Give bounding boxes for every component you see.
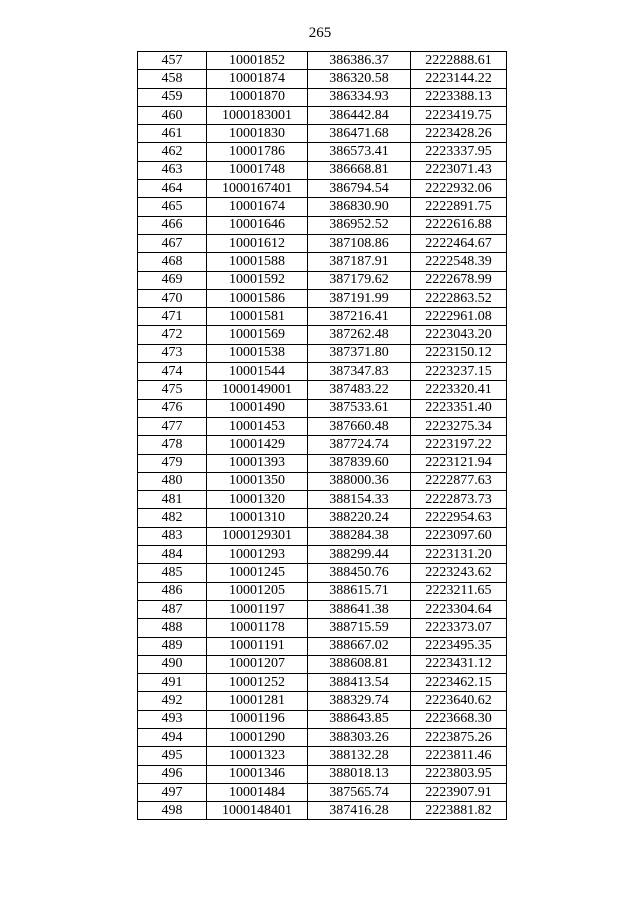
point-number-cell: 488 bbox=[138, 619, 207, 637]
point-id-cell: 10001205 bbox=[207, 582, 308, 600]
point-id-cell: 10001830 bbox=[207, 125, 308, 143]
point-id-cell: 10001252 bbox=[207, 674, 308, 692]
point-number-cell: 478 bbox=[138, 436, 207, 454]
point-number-cell: 493 bbox=[138, 710, 207, 728]
y-coordinate-cell: 2223640.62 bbox=[411, 692, 507, 710]
point-number-cell: 496 bbox=[138, 765, 207, 783]
x-coordinate-cell: 386830.90 bbox=[308, 198, 411, 216]
table-row bbox=[138, 52, 507, 70]
point-number-cell: 477 bbox=[138, 417, 207, 435]
x-coordinate-cell: 387216.41 bbox=[308, 308, 411, 326]
table-row bbox=[138, 527, 507, 545]
x-coordinate-cell: 388000.36 bbox=[308, 472, 411, 490]
point-id-cell: 10001346 bbox=[207, 765, 308, 783]
table-row bbox=[138, 234, 507, 252]
y-coordinate-cell: 2223462.15 bbox=[411, 674, 507, 692]
x-coordinate-cell: 388667.02 bbox=[308, 637, 411, 655]
point-id-cell: 10001490 bbox=[207, 399, 308, 417]
y-coordinate-cell: 2222678.99 bbox=[411, 271, 507, 289]
point-id-cell: 10001393 bbox=[207, 454, 308, 472]
x-coordinate-cell: 387187.91 bbox=[308, 253, 411, 271]
point-id-cell: 10001612 bbox=[207, 234, 308, 252]
y-coordinate-cell: 2223304.64 bbox=[411, 600, 507, 618]
point-id-cell: 10001196 bbox=[207, 710, 308, 728]
point-id-cell: 10001588 bbox=[207, 253, 308, 271]
point-id-cell: 10001592 bbox=[207, 271, 308, 289]
x-coordinate-cell: 387262.48 bbox=[308, 326, 411, 344]
point-id-cell: 10001586 bbox=[207, 289, 308, 307]
point-id-cell: 10001569 bbox=[207, 326, 308, 344]
table-row bbox=[138, 253, 507, 271]
y-coordinate-cell: 2223131.20 bbox=[411, 546, 507, 564]
x-coordinate-cell: 388413.54 bbox=[308, 674, 411, 692]
x-coordinate-cell: 387565.74 bbox=[308, 783, 411, 801]
point-number-cell: 495 bbox=[138, 747, 207, 765]
y-coordinate-cell: 2223097.60 bbox=[411, 527, 507, 545]
table-row bbox=[138, 674, 507, 692]
point-number-cell: 485 bbox=[138, 564, 207, 582]
table-row bbox=[138, 692, 507, 710]
x-coordinate-cell: 386794.54 bbox=[308, 180, 411, 198]
x-coordinate-cell: 387483.22 bbox=[308, 381, 411, 399]
point-id-cell: 10001874 bbox=[207, 70, 308, 88]
point-id-cell: 10001290 bbox=[207, 728, 308, 746]
y-coordinate-cell: 2222877.63 bbox=[411, 472, 507, 490]
table-row bbox=[138, 363, 507, 381]
y-coordinate-cell: 2223243.62 bbox=[411, 564, 507, 582]
point-number-cell: 491 bbox=[138, 674, 207, 692]
x-coordinate-cell: 387371.80 bbox=[308, 344, 411, 362]
x-coordinate-cell: 388018.13 bbox=[308, 765, 411, 783]
x-coordinate-cell: 388284.38 bbox=[308, 527, 411, 545]
point-number-cell: 494 bbox=[138, 728, 207, 746]
point-id-cell: 10001207 bbox=[207, 655, 308, 673]
point-id-cell: 10001191 bbox=[207, 637, 308, 655]
point-number-cell: 458 bbox=[138, 70, 207, 88]
point-number-cell: 460 bbox=[138, 106, 207, 124]
table-row bbox=[138, 802, 507, 820]
point-number-cell: 482 bbox=[138, 509, 207, 527]
x-coordinate-cell: 388220.24 bbox=[308, 509, 411, 527]
y-coordinate-cell: 2223320.41 bbox=[411, 381, 507, 399]
y-coordinate-cell: 2223043.20 bbox=[411, 326, 507, 344]
y-coordinate-cell: 2223428.26 bbox=[411, 125, 507, 143]
point-number-cell: 481 bbox=[138, 491, 207, 509]
point-number-cell: 464 bbox=[138, 180, 207, 198]
table-row bbox=[138, 472, 507, 490]
table-row bbox=[138, 546, 507, 564]
table-row bbox=[138, 417, 507, 435]
table-row bbox=[138, 198, 507, 216]
point-number-cell: 480 bbox=[138, 472, 207, 490]
coordinates-table-body bbox=[138, 52, 507, 820]
table-row bbox=[138, 125, 507, 143]
point-id-cell: 10001245 bbox=[207, 564, 308, 582]
x-coordinate-cell: 388303.26 bbox=[308, 728, 411, 746]
x-coordinate-cell: 388132.28 bbox=[308, 747, 411, 765]
y-coordinate-cell: 2223388.13 bbox=[411, 88, 507, 106]
point-id-cell: 10001748 bbox=[207, 161, 308, 179]
x-coordinate-cell: 386573.41 bbox=[308, 143, 411, 161]
point-id-cell: 10001646 bbox=[207, 216, 308, 234]
point-id-cell: 10001453 bbox=[207, 417, 308, 435]
point-number-cell: 475 bbox=[138, 381, 207, 399]
x-coordinate-cell: 388641.38 bbox=[308, 600, 411, 618]
point-number-cell: 484 bbox=[138, 546, 207, 564]
y-coordinate-cell: 2223351.40 bbox=[411, 399, 507, 417]
x-coordinate-cell: 388154.33 bbox=[308, 491, 411, 509]
table-row bbox=[138, 509, 507, 527]
y-coordinate-cell: 2222932.06 bbox=[411, 180, 507, 198]
x-coordinate-cell: 387108.86 bbox=[308, 234, 411, 252]
point-id-cell: 10001544 bbox=[207, 363, 308, 381]
x-coordinate-cell: 387347.83 bbox=[308, 363, 411, 381]
y-coordinate-cell: 2223495.35 bbox=[411, 637, 507, 655]
point-number-cell: 461 bbox=[138, 125, 207, 143]
point-id-cell: 10001320 bbox=[207, 491, 308, 509]
y-coordinate-cell: 2223211.65 bbox=[411, 582, 507, 600]
point-id-cell: 10001484 bbox=[207, 783, 308, 801]
table-row bbox=[138, 747, 507, 765]
table-row bbox=[138, 454, 507, 472]
y-coordinate-cell: 2223668.30 bbox=[411, 710, 507, 728]
y-coordinate-cell: 2222616.88 bbox=[411, 216, 507, 234]
y-coordinate-cell: 2223071.43 bbox=[411, 161, 507, 179]
point-id-cell: 10001538 bbox=[207, 344, 308, 362]
table-row bbox=[138, 88, 507, 106]
point-id-cell: 1000167401 bbox=[207, 180, 308, 198]
y-coordinate-cell: 2223197.22 bbox=[411, 436, 507, 454]
table-row bbox=[138, 783, 507, 801]
point-number-cell: 483 bbox=[138, 527, 207, 545]
point-number-cell: 457 bbox=[138, 52, 207, 70]
point-id-cell: 1000183001 bbox=[207, 106, 308, 124]
point-id-cell: 10001178 bbox=[207, 619, 308, 637]
y-coordinate-cell: 2222888.61 bbox=[411, 52, 507, 70]
x-coordinate-cell: 388608.81 bbox=[308, 655, 411, 673]
y-coordinate-cell: 2223803.95 bbox=[411, 765, 507, 783]
x-coordinate-cell: 388329.74 bbox=[308, 692, 411, 710]
point-number-cell: 468 bbox=[138, 253, 207, 271]
point-number-cell: 489 bbox=[138, 637, 207, 655]
point-number-cell: 473 bbox=[138, 344, 207, 362]
point-number-cell: 470 bbox=[138, 289, 207, 307]
y-coordinate-cell: 2222954.63 bbox=[411, 509, 507, 527]
y-coordinate-cell: 2223275.34 bbox=[411, 417, 507, 435]
point-number-cell: 462 bbox=[138, 143, 207, 161]
y-coordinate-cell: 2222891.75 bbox=[411, 198, 507, 216]
table-row bbox=[138, 564, 507, 582]
x-coordinate-cell: 386442.84 bbox=[308, 106, 411, 124]
point-number-cell: 490 bbox=[138, 655, 207, 673]
point-id-cell: 10001870 bbox=[207, 88, 308, 106]
point-id-cell: 10001429 bbox=[207, 436, 308, 454]
x-coordinate-cell: 387724.74 bbox=[308, 436, 411, 454]
y-coordinate-cell: 2223907.91 bbox=[411, 783, 507, 801]
table-row bbox=[138, 765, 507, 783]
x-coordinate-cell: 386952.52 bbox=[308, 216, 411, 234]
y-coordinate-cell: 2223337.95 bbox=[411, 143, 507, 161]
y-coordinate-cell: 2223150.12 bbox=[411, 344, 507, 362]
x-coordinate-cell: 388615.71 bbox=[308, 582, 411, 600]
point-id-cell: 10001852 bbox=[207, 52, 308, 70]
table-row bbox=[138, 289, 507, 307]
page-number: 265 bbox=[308, 25, 332, 41]
table-row bbox=[138, 381, 507, 399]
y-coordinate-cell: 2222873.73 bbox=[411, 491, 507, 509]
point-number-cell: 474 bbox=[138, 363, 207, 381]
point-id-cell: 1000129301 bbox=[207, 527, 308, 545]
table-row bbox=[138, 216, 507, 234]
point-number-cell: 467 bbox=[138, 234, 207, 252]
point-id-cell: 10001293 bbox=[207, 546, 308, 564]
table-row bbox=[138, 180, 507, 198]
x-coordinate-cell: 388643.85 bbox=[308, 710, 411, 728]
x-coordinate-cell: 386668.81 bbox=[308, 161, 411, 179]
x-coordinate-cell: 386386.37 bbox=[308, 52, 411, 70]
x-coordinate-cell: 387179.62 bbox=[308, 271, 411, 289]
table-row bbox=[138, 655, 507, 673]
y-coordinate-cell: 2222961.08 bbox=[411, 308, 507, 326]
x-coordinate-cell: 387839.60 bbox=[308, 454, 411, 472]
point-id-cell: 10001197 bbox=[207, 600, 308, 618]
table-row bbox=[138, 326, 507, 344]
point-id-cell: 1000148401 bbox=[207, 802, 308, 820]
y-coordinate-cell: 2222548.39 bbox=[411, 253, 507, 271]
x-coordinate-cell: 386334.93 bbox=[308, 88, 411, 106]
table-row bbox=[138, 600, 507, 618]
point-number-cell: 476 bbox=[138, 399, 207, 417]
y-coordinate-cell: 2223373.07 bbox=[411, 619, 507, 637]
table-row bbox=[138, 399, 507, 417]
point-number-cell: 471 bbox=[138, 308, 207, 326]
point-number-cell: 465 bbox=[138, 198, 207, 216]
y-coordinate-cell: 2223121.94 bbox=[411, 454, 507, 472]
point-number-cell: 472 bbox=[138, 326, 207, 344]
x-coordinate-cell: 386471.68 bbox=[308, 125, 411, 143]
x-coordinate-cell: 387660.48 bbox=[308, 417, 411, 435]
table-row bbox=[138, 637, 507, 655]
y-coordinate-cell: 2223419.75 bbox=[411, 106, 507, 124]
point-number-cell: 479 bbox=[138, 454, 207, 472]
table-row bbox=[138, 710, 507, 728]
x-coordinate-cell: 387416.28 bbox=[308, 802, 411, 820]
point-number-cell: 466 bbox=[138, 216, 207, 234]
table-row bbox=[138, 161, 507, 179]
y-coordinate-cell: 2223811.46 bbox=[411, 747, 507, 765]
y-coordinate-cell: 2223144.22 bbox=[411, 70, 507, 88]
point-number-cell: 498 bbox=[138, 802, 207, 820]
y-coordinate-cell: 2223431.12 bbox=[411, 655, 507, 673]
table-row bbox=[138, 436, 507, 454]
table-row bbox=[138, 491, 507, 509]
y-coordinate-cell: 2223875.26 bbox=[411, 728, 507, 746]
x-coordinate-cell: 387533.61 bbox=[308, 399, 411, 417]
table-row bbox=[138, 728, 507, 746]
y-coordinate-cell: 2222464.67 bbox=[411, 234, 507, 252]
point-id-cell: 10001281 bbox=[207, 692, 308, 710]
table-row bbox=[138, 619, 507, 637]
y-coordinate-cell: 2223881.82 bbox=[411, 802, 507, 820]
coordinates-table bbox=[137, 51, 507, 820]
y-coordinate-cell: 2223237.15 bbox=[411, 363, 507, 381]
x-coordinate-cell: 388715.59 bbox=[308, 619, 411, 637]
point-number-cell: 487 bbox=[138, 600, 207, 618]
point-id-cell: 10001581 bbox=[207, 308, 308, 326]
x-coordinate-cell: 388450.76 bbox=[308, 564, 411, 582]
point-id-cell: 10001350 bbox=[207, 472, 308, 490]
point-id-cell: 10001674 bbox=[207, 198, 308, 216]
point-id-cell: 10001786 bbox=[207, 143, 308, 161]
point-number-cell: 459 bbox=[138, 88, 207, 106]
point-id-cell: 1000149001 bbox=[207, 381, 308, 399]
x-coordinate-cell: 386320.58 bbox=[308, 70, 411, 88]
table-row bbox=[138, 582, 507, 600]
y-coordinate-cell: 2222863.52 bbox=[411, 289, 507, 307]
point-number-cell: 463 bbox=[138, 161, 207, 179]
x-coordinate-cell: 387191.99 bbox=[308, 289, 411, 307]
table-row bbox=[138, 143, 507, 161]
table-row bbox=[138, 271, 507, 289]
x-coordinate-cell: 388299.44 bbox=[308, 546, 411, 564]
table-row bbox=[138, 70, 507, 88]
table-row bbox=[138, 308, 507, 326]
point-number-cell: 486 bbox=[138, 582, 207, 600]
table-row bbox=[138, 344, 507, 362]
point-id-cell: 10001323 bbox=[207, 747, 308, 765]
point-number-cell: 497 bbox=[138, 783, 207, 801]
table-row bbox=[138, 106, 507, 124]
point-number-cell: 469 bbox=[138, 271, 207, 289]
point-id-cell: 10001310 bbox=[207, 509, 308, 527]
point-number-cell: 492 bbox=[138, 692, 207, 710]
